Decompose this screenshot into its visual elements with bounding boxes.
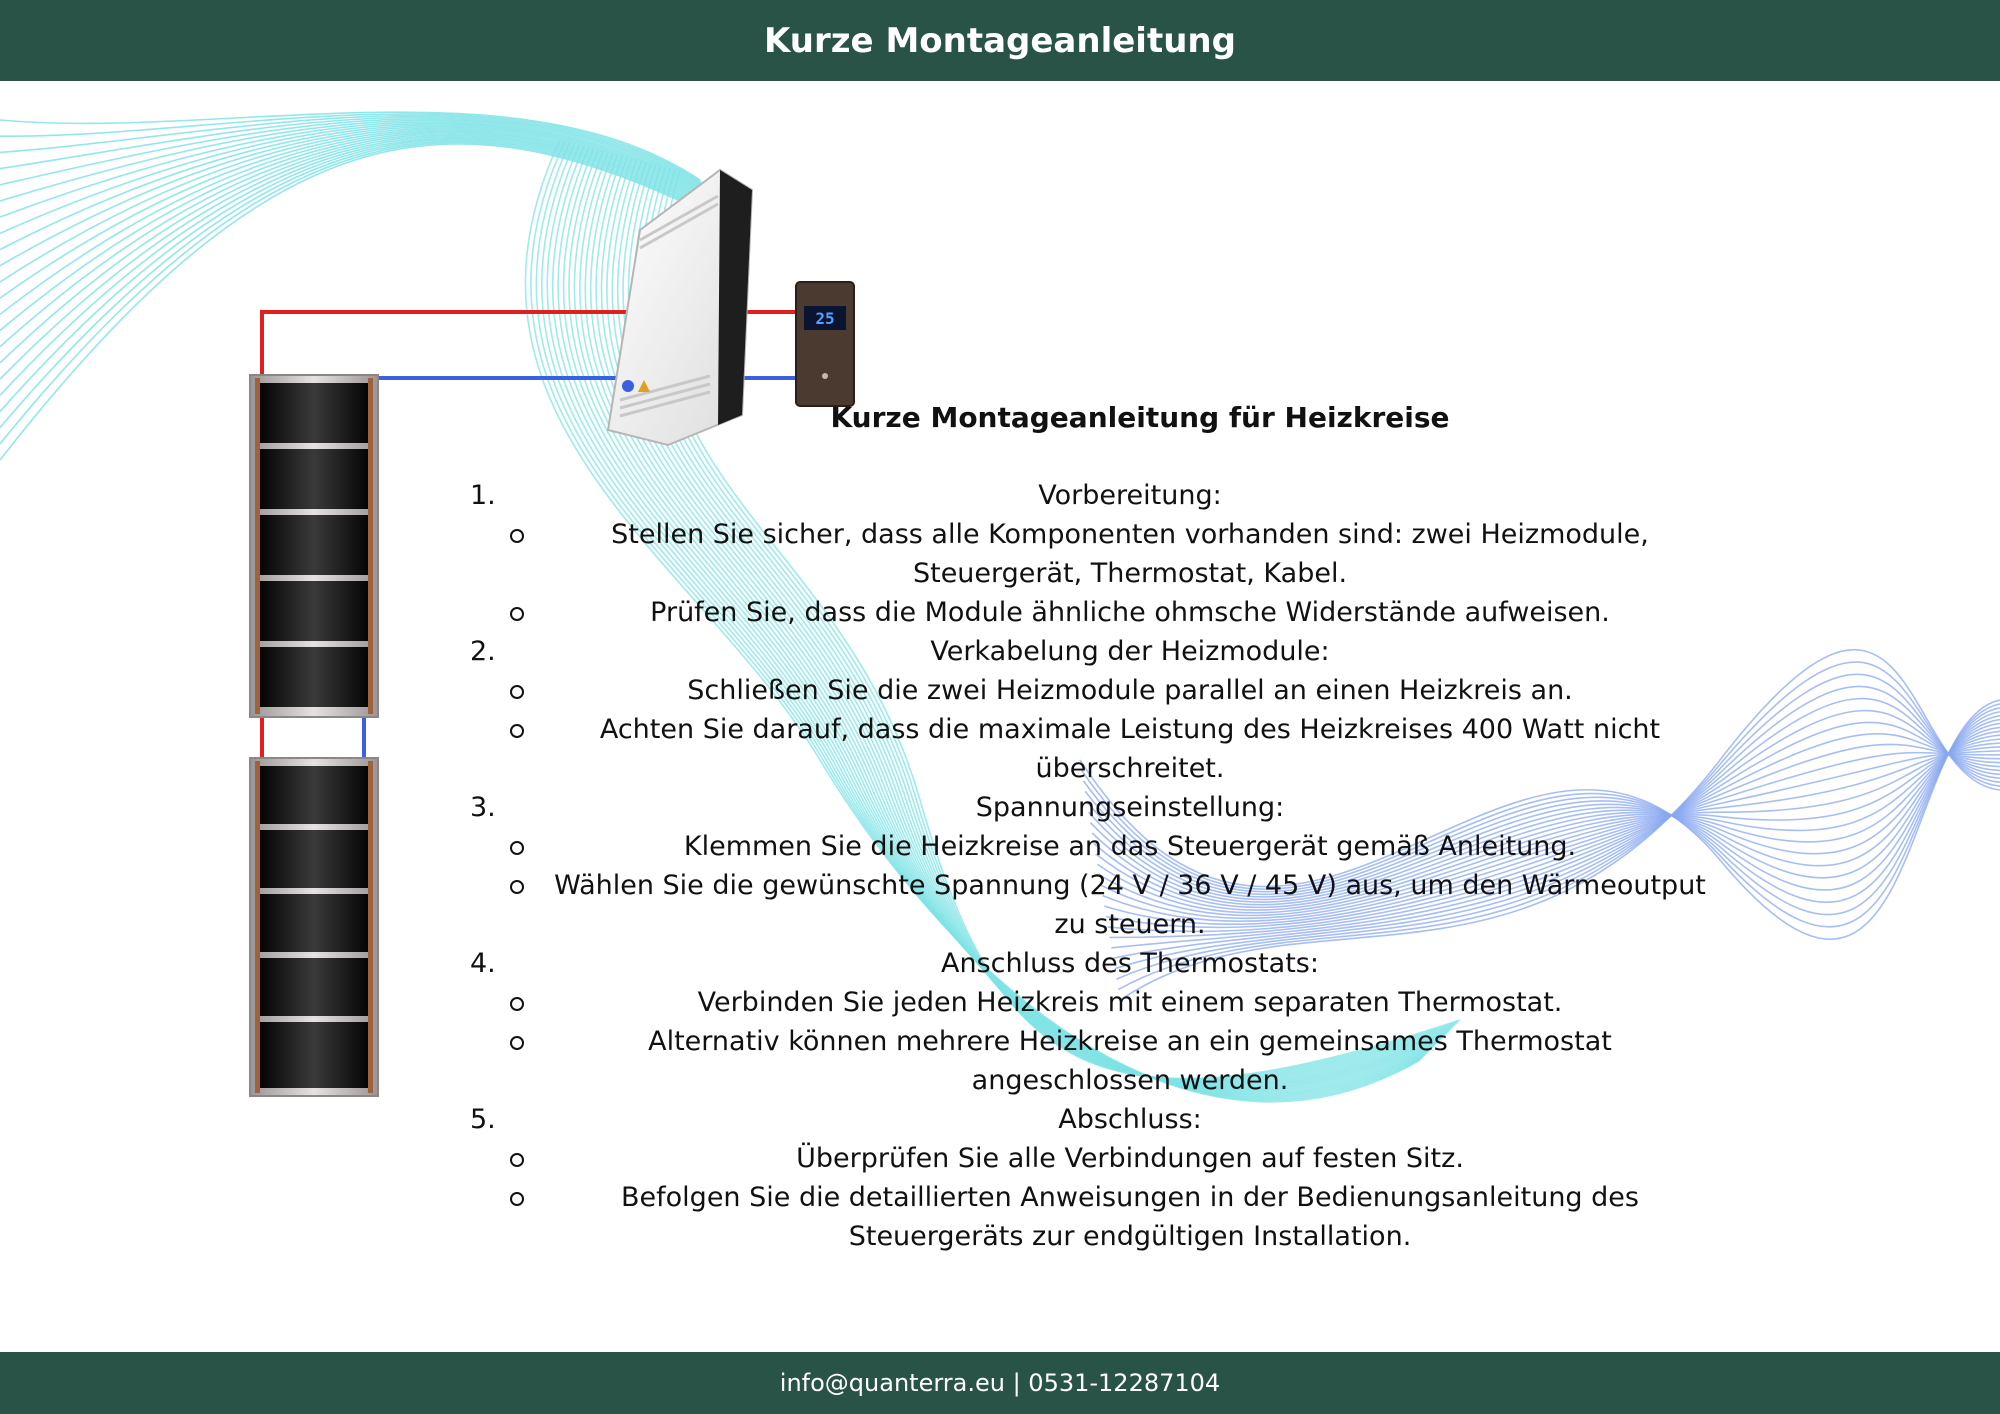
page-header: [0, 0, 2000, 81]
step-number: 1.: [470, 480, 496, 511]
thermostat: [796, 282, 854, 406]
list-item-text: Alternativ können mehrere Heizkreise an ein gemeinsames Thermostat angeschlossen werden.: [648, 1026, 1612, 1096]
bullet-circle: [510, 841, 524, 855]
list-item: [440, 827, 1940, 866]
list-item-text: Stellen Sie sicher, dass alle Komponenten vorhanden sind: zwei Heizmodule, Steuergerät, Thermostat, Kabel.: [611, 519, 1649, 589]
list-item: [440, 983, 1940, 1022]
step-title: Abschluss:: [1058, 1104, 1202, 1135]
list-item: [440, 593, 1940, 632]
bullet-circle: [510, 529, 524, 543]
list-item-text: Wählen Sie die gewünschte Spannung (24 V / 36 V / 45 V) aus, um den Wärmeoutput zu steuern.: [554, 870, 1706, 940]
step-number: 5.: [470, 1104, 496, 1135]
heating-module-2: [250, 758, 378, 1096]
list-item: [440, 866, 1940, 944]
bullet-circle: [510, 1192, 524, 1206]
page-footer: [0, 1352, 2000, 1414]
document-title: Kurze Montageanleitung für Heizkreise: [830, 401, 1450, 434]
list-item-text: Schließen Sie die zwei Heizmodule parallel an einen Heizkreis an.: [687, 675, 1573, 706]
list-item-text: Überprüfen Sie alle Verbindungen auf festen Sitz.: [796, 1143, 1464, 1174]
step-title: Anschluss des Thermostats:: [941, 948, 1319, 979]
step-title: Spannungseinstellung:: [975, 792, 1285, 823]
list-item-text: Verbinden Sie jeden Heizkreis mit einem separaten Thermostat.: [697, 987, 1563, 1018]
list-item: [440, 515, 1940, 593]
blue-wire-top: [374, 378, 630, 380]
bullet-circle: [510, 685, 524, 699]
step-2: [440, 632, 1940, 788]
heating-module-1: [250, 375, 378, 717]
step-number: 2.: [470, 636, 496, 667]
step-list: [440, 476, 1940, 1256]
bullet-circle: [510, 1036, 524, 1050]
bullet-circle: [510, 880, 524, 894]
step-title: Verkabelung der Heizmodule:: [930, 636, 1330, 667]
list-item-text: Klemmen Sie die Heizkreise an das Steuergerät gemäß Anleitung.: [683, 831, 1577, 862]
list-item: [440, 671, 1940, 710]
list-item-text: Befolgen Sie die detaillierten Anweisungen in der Bedienungsanleitung des Steuergeräts zur endgültigen Installation.: [621, 1182, 1639, 1252]
step-3: [440, 788, 1940, 944]
list-item: [440, 1139, 1940, 1178]
step-4: [440, 944, 1940, 1100]
list-item-text: Achten Sie darauf, dass die maximale Leistung des Heizkreises 400 Watt nicht überschreitet.: [599, 714, 1661, 784]
step-number: 3.: [470, 792, 496, 823]
step-title: Vorbereitung:: [1038, 480, 1222, 511]
thermostat-display: 25: [815, 309, 835, 328]
footer-contact: info@quanterra.eu | 0531-12287104: [779, 1369, 1221, 1397]
bullet-circle: [510, 1153, 524, 1167]
bullet-circle: [510, 607, 524, 621]
bullet-circle: [510, 724, 524, 738]
list-item: [440, 710, 1940, 788]
step-5: [440, 1100, 1940, 1256]
header-title: Kurze Montageanleitung: [764, 20, 1236, 61]
red-wire-top: [262, 312, 630, 380]
step-1: [440, 476, 1940, 632]
step-number: 4.: [470, 948, 496, 979]
bullet-circle: [510, 997, 524, 1011]
list-item: [440, 1022, 1940, 1100]
list-item-text: Prüfen Sie, dass die Module ähnliche ohmsche Widerstände aufweisen.: [650, 597, 1610, 628]
list-item: [440, 1178, 1940, 1256]
